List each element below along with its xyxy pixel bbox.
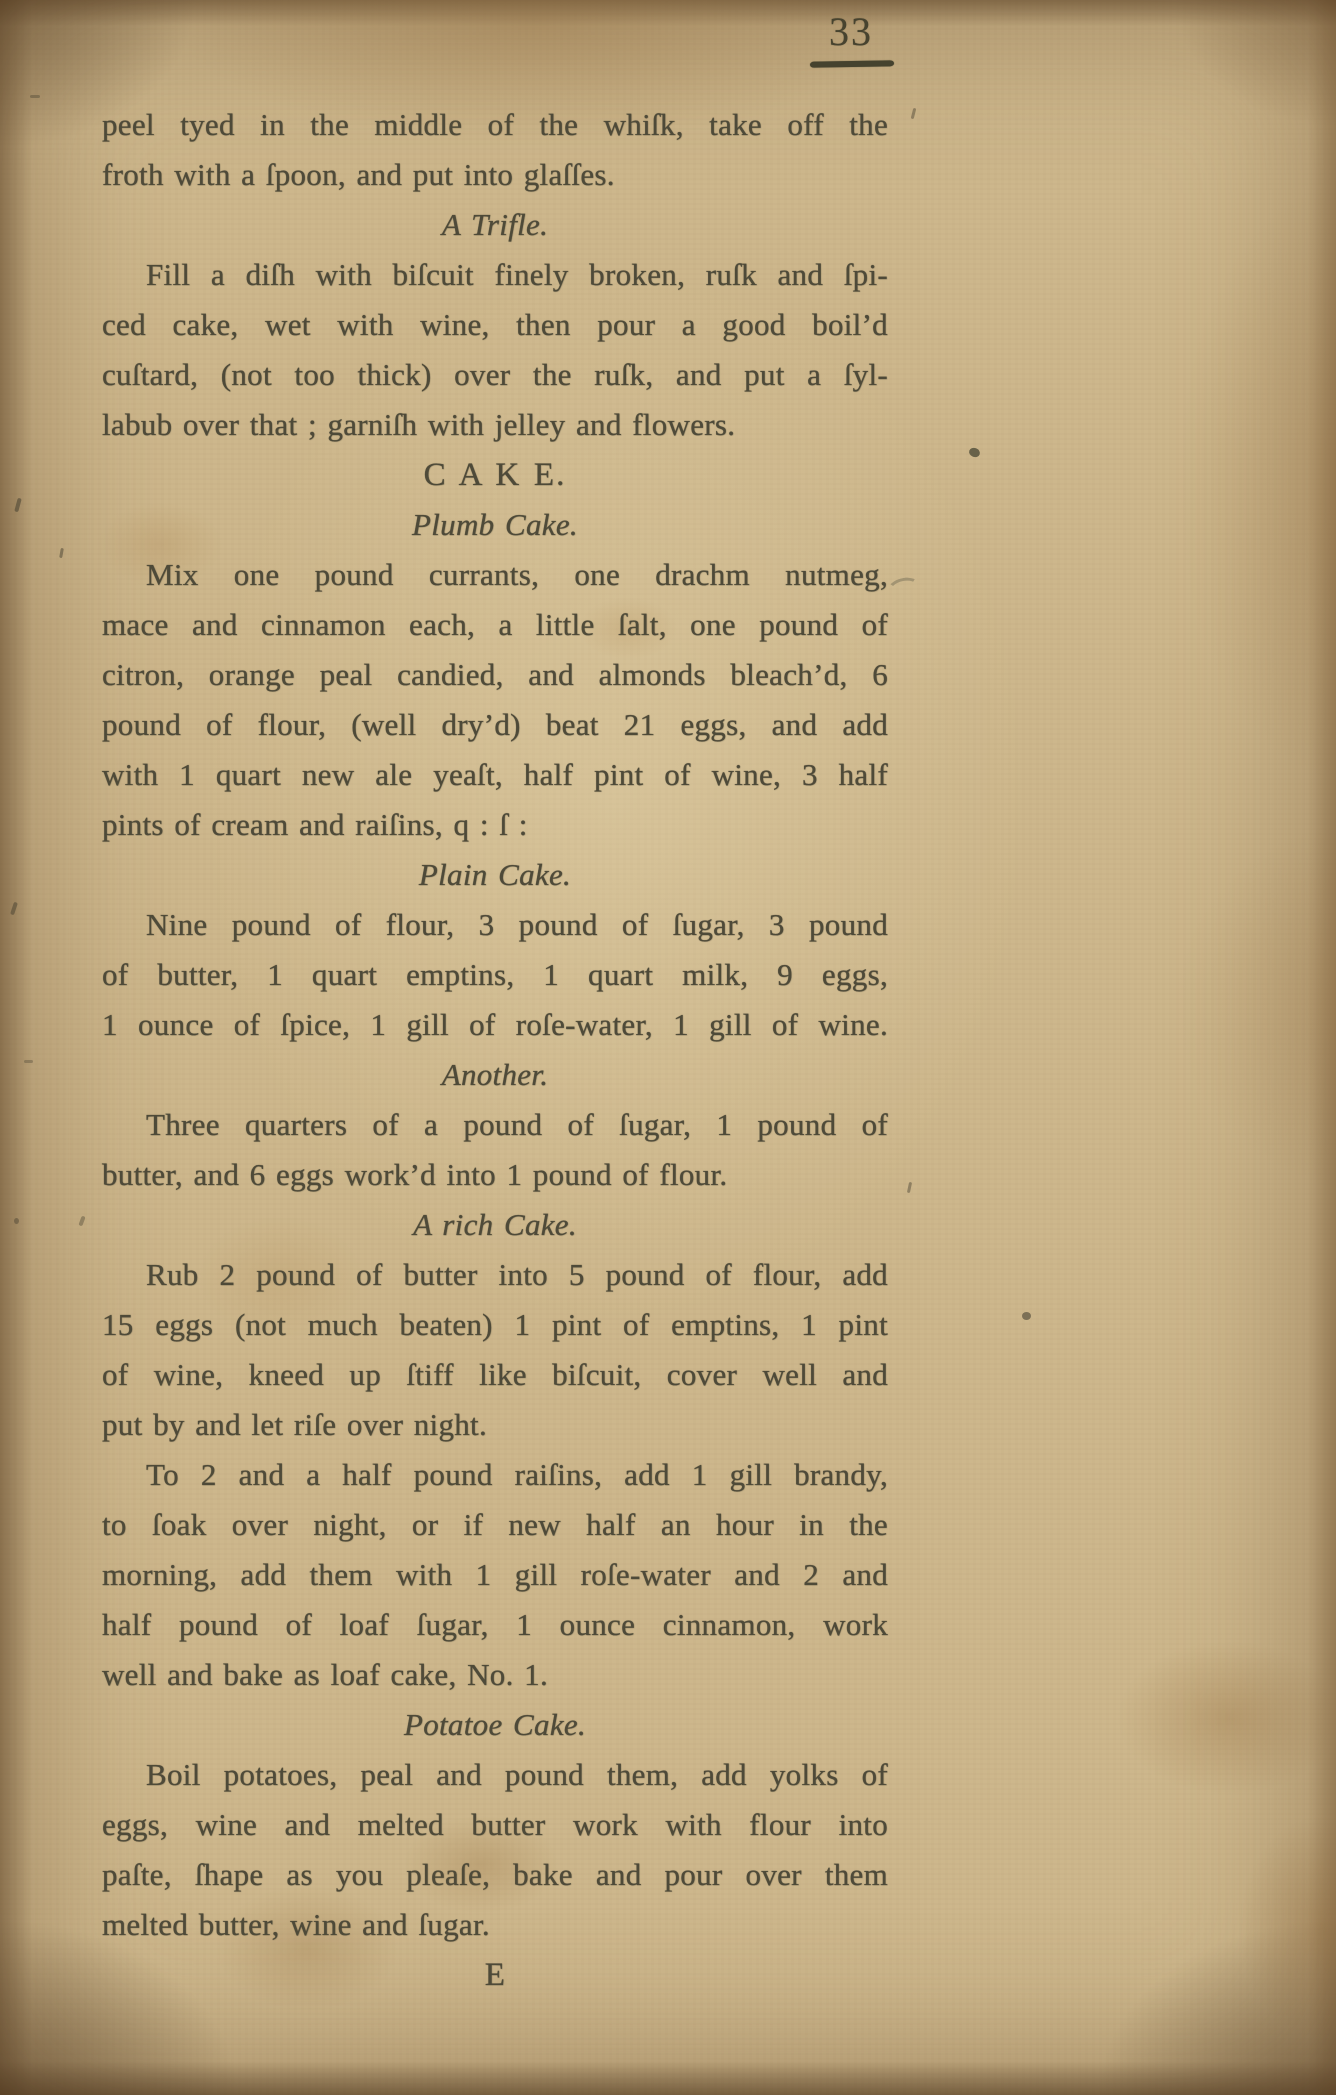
page-text-block [102,100,888,2000]
page-number: 33 [829,9,873,54]
recipe-heading-another: Another. [441,1057,549,1092]
margin-mark [14,1218,19,1224]
text-line: labub over that ; garniſh with jelley and flowers. [102,407,736,442]
text-line: melted butter, wine and ſugar. [102,1907,490,1942]
page-number-rule [810,60,894,67]
margin-mark [24,1060,33,1063]
text-line: 15 eggs (not much beaten) 1 pint of emptins, 1 pint [102,1307,888,1342]
text-line: cuſtard, (not too thick) over the ruſk, and put a ſyl- [102,357,888,392]
text-line: with 1 quart new ale yeaſt, half pint of wine, 3 half [102,757,888,792]
text-line: put by and let riſe over night. [102,1407,488,1442]
ink-speck [1022,1312,1031,1320]
text-line: half pound of loaf ſugar, 1 ounce cinnamon, work [102,1607,888,1642]
margin-mark [14,498,21,513]
text-line: pound of flour, (well dry’d) beat 21 eggs, and add [102,707,888,742]
recipe-heading-plumb-cake: Plumb Cake. [412,507,578,542]
text-line: Nine pound of flour, 3 pound of ſugar, 3 pound [146,907,888,942]
margin-mark [907,1182,912,1193]
text-line: eggs, wine and melted butter work with flour into [102,1807,888,1842]
section-heading-cake: C A K E. [423,457,567,493]
text-line: Mix one pound currants, one drachm nutmeg, [146,557,888,592]
text-line: citron, orange peal candied, and almonds bleach’d, 6 [102,657,888,692]
text-line: Three quarters of a pound of ſugar, 1 pound of [146,1107,888,1142]
recipe-heading-a-trifle: A Trifle. [441,207,549,242]
text-line: paſte, ſhape as you pleaſe, bake and pour over them [102,1857,888,1892]
text-line: froth with a ſpoon, and put into glaſſes. [102,157,615,192]
text-line: Boil potatoes, peal and pound them, add yolks of [146,1757,888,1792]
text-line: To 2 and a half pound raiſins, add 1 gill brandy, [146,1457,888,1492]
text-line: butter, and 6 eggs work’d into 1 pound of flour. [102,1157,728,1192]
text-line: 1 ounce of ſpice, 1 gill of roſe-water, 1 gill of wine. [102,1007,888,1042]
text-line: peel tyed in the middle of the whiſk, take off the [102,107,888,142]
recipe-heading-plain-cake: Plain Cake. [418,857,572,892]
signature-mark: E [484,1957,506,1993]
margin-mark [10,902,18,916]
paper-smudge [886,575,921,601]
ink-speck [968,446,981,458]
margin-mark [911,108,917,119]
text-line: to ſoak over night, or if new half an hour in the [102,1507,888,1542]
text-line: Rub 2 pound of butter into 5 pound of flour, add [146,1257,888,1292]
margin-mark [30,95,40,98]
margin-mark [59,548,64,558]
recipe-heading-a-rich-cake: A rich Cake. [413,1207,577,1242]
text-line: mace and cinnamon each, a little ſalt, one pound of [102,607,888,642]
text-line: pints of cream and raiſins, q : ſ : [102,807,528,842]
text-line: ced cake, wet with wine, then pour a good boil’d [102,307,888,342]
text-line: morning, add them with 1 gill roſe-water and 2 and [102,1557,888,1592]
text-line: of butter, 1 quart emptins, 1 quart milk, 9 eggs, [102,957,888,992]
recipe-heading-potatoe-cake: Potatoe Cake. [403,1707,587,1742]
margin-mark [78,1216,85,1227]
text-line: well and bake as loaf cake, No. 1. [102,1657,549,1692]
text-line: Fill a diſh with biſcuit finely broken, ruſk and ſpi- [146,257,888,292]
text-line: of wine, kneed up ſtiff like biſcuit, cover well and [102,1357,888,1392]
